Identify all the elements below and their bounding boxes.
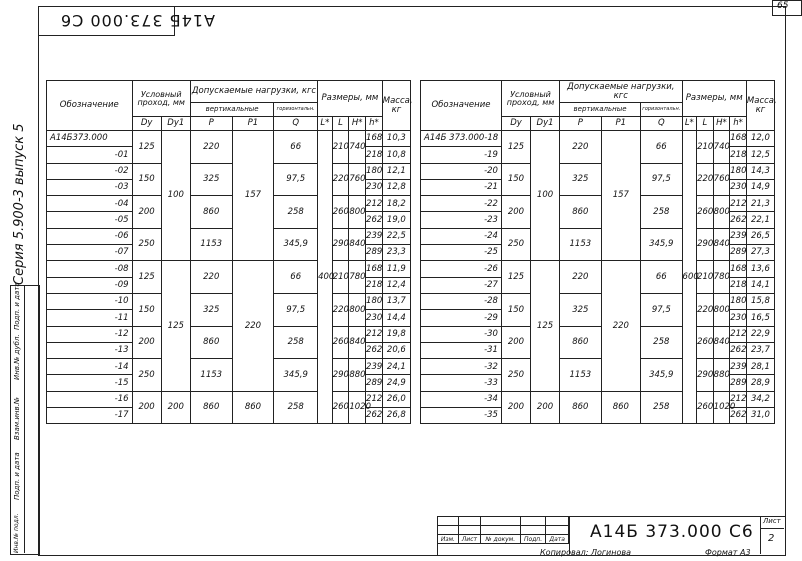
h-cell: 239 [730, 359, 747, 375]
l-cell: 260 [332, 391, 349, 424]
table-row [421, 131, 775, 147]
q-cell: 258 [641, 326, 683, 359]
left-table-body [47, 131, 411, 424]
hdr-vertical: вертикальные [190, 103, 273, 117]
page-number: 65 [777, 1, 789, 11]
left-spec-table [46, 80, 411, 424]
p-cell: 1153 [190, 359, 232, 392]
mass-cell: 14,3 [746, 163, 774, 179]
designation-cell: -27 [421, 277, 502, 293]
mass-cell: 13,7 [382, 293, 410, 309]
p-cell: 860 [190, 326, 232, 359]
mass-cell: 28,9 [746, 375, 774, 391]
H-cell: 880 [713, 359, 730, 392]
mass-cell: 11,9 [382, 261, 410, 277]
hdr-dy1: Dу1 [531, 117, 560, 131]
dy-cell: 150 [501, 163, 530, 196]
mass-cell: 10,8 [382, 147, 410, 163]
hdr-sizes: Размеры, мм [682, 81, 746, 117]
mass-cell: 14,9 [746, 179, 774, 195]
dy1-cell: 200 [161, 391, 190, 424]
table-row [47, 261, 411, 277]
hdr-lstar: L* [318, 117, 333, 131]
h-cell: 230 [366, 179, 383, 195]
mass-cell: 26,0 [382, 391, 410, 407]
dy1-cell: 100 [161, 131, 190, 261]
hdr-horizontal: горизонтальн. [641, 103, 683, 117]
h-cell: 262 [366, 408, 383, 424]
p1-cell: 220 [232, 261, 274, 391]
H-cell: 800 [713, 196, 730, 229]
series-text: Серия 5.900-3 выпуск 5 [12, 123, 27, 285]
l-cell: 210 [697, 131, 714, 164]
mass-cell: 27,3 [746, 245, 774, 261]
right-table-body [421, 131, 775, 424]
l-cell: 210 [697, 261, 714, 294]
designation-cell: А14Б 373.000-18 [421, 131, 502, 147]
table-row [421, 163, 775, 179]
designation-cell: -33 [421, 375, 502, 391]
mass-cell: 31,0 [746, 408, 774, 424]
mass-cell: 34,2 [746, 391, 774, 407]
q-cell: 258 [274, 196, 318, 229]
hdr-designation: Обозначение [421, 81, 502, 131]
table-row [47, 293, 411, 309]
dy-cell: 200 [132, 196, 161, 229]
dy-cell: 125 [501, 131, 530, 164]
mass-cell: 12,8 [382, 179, 410, 195]
H-cell: 1020 [713, 391, 730, 424]
designation-cell: -17 [47, 408, 133, 424]
p-cell: 220 [560, 261, 602, 294]
mass-cell: 26,8 [382, 408, 410, 424]
stamp-sheet-no: 2 [768, 533, 775, 544]
mass-cell: 24,1 [382, 359, 410, 375]
designation-cell: -25 [421, 245, 502, 261]
designation-cell: -10 [47, 293, 133, 309]
hdr-lstar: L* [682, 117, 697, 131]
h-cell: 168 [366, 261, 383, 277]
hdr-dn: Условный проход, мм [132, 81, 190, 117]
table-row [47, 163, 411, 179]
h-cell: 289 [730, 245, 747, 261]
dy-cell: 200 [501, 326, 530, 359]
stamp-format: Формат А3 [705, 548, 751, 557]
H-cell: 780 [713, 261, 730, 294]
hdr-mass: Масса, кг [746, 81, 774, 131]
q-cell: 66 [641, 131, 683, 164]
mass-cell: 14,1 [746, 277, 774, 293]
p-cell: 325 [560, 293, 602, 326]
designation-cell: -05 [47, 212, 133, 228]
stamp-sheet-label: Лист [763, 517, 781, 525]
dy-cell: 200 [132, 326, 161, 359]
q-cell: 66 [274, 131, 318, 164]
h-cell: 212 [730, 391, 747, 407]
l-cell: 260 [697, 391, 714, 424]
p-cell: 325 [190, 293, 232, 326]
p-cell: 1153 [560, 359, 602, 392]
h-cell: 168 [730, 131, 747, 147]
hdr-mass: Масса, кг [382, 81, 410, 131]
hdr-hsmall: h* [730, 117, 747, 131]
H-cell: 800 [349, 293, 366, 326]
designation-cell: -16 [47, 391, 133, 407]
h-cell: 212 [730, 196, 747, 212]
stamp-copied: Копировал: Логинова [540, 548, 631, 557]
h-cell: 218 [730, 147, 747, 163]
p1-cell: 157 [232, 131, 274, 261]
mass-cell: 14,4 [382, 310, 410, 326]
mass-cell: 12,1 [382, 163, 410, 179]
dy-cell: 250 [501, 359, 530, 392]
H-cell: 800 [713, 293, 730, 326]
designation-cell: -11 [47, 310, 133, 326]
hdr-p1: P1 [232, 117, 274, 131]
table-row [421, 326, 775, 342]
hdr-l: L [697, 117, 714, 131]
h-cell: 262 [366, 342, 383, 358]
h-cell: 212 [366, 391, 383, 407]
h-cell: 230 [366, 310, 383, 326]
designation-cell: -24 [421, 228, 502, 244]
h-cell: 262 [730, 408, 747, 424]
h-cell: 212 [366, 326, 383, 342]
mass-cell: 22,1 [746, 212, 774, 228]
hdr-loads: Допускаемые нагрузки, кгс [560, 81, 682, 103]
hdr-designation: Обозначение [47, 81, 133, 131]
H-cell: 780 [349, 261, 366, 294]
designation-cell: -20 [421, 163, 502, 179]
h-cell: 180 [730, 293, 747, 309]
stamp-col-izm: Изм. [438, 535, 459, 544]
p1-cell: 860 [601, 391, 640, 424]
l-cell: 220 [332, 163, 349, 196]
dy-cell: 125 [132, 261, 161, 294]
l-cell: 260 [332, 196, 349, 229]
table-row [421, 293, 775, 309]
H-cell: 840 [713, 228, 730, 261]
mass-cell: 16,5 [746, 310, 774, 326]
table-row [421, 196, 775, 212]
p-cell: 220 [560, 131, 602, 164]
designation-cell: -29 [421, 310, 502, 326]
H-cell: 840 [349, 326, 366, 359]
hdr-dy: Dу [501, 117, 530, 131]
designation-cell: -13 [47, 342, 133, 358]
q-cell: 258 [641, 391, 683, 424]
dy1-cell: 100 [531, 131, 560, 261]
mass-cell: 19,0 [382, 212, 410, 228]
p1-cell: 157 [601, 131, 640, 261]
table-row [421, 391, 775, 407]
q-cell: 345,9 [641, 228, 683, 261]
table-row [421, 359, 775, 375]
designation-cell: -06 [47, 228, 133, 244]
p-cell: 860 [560, 196, 602, 229]
l-cell: 210 [332, 261, 349, 294]
designation-cell: -08 [47, 261, 133, 277]
p-cell: 860 [190, 196, 232, 229]
hdr-dn: Условный проход, мм [501, 81, 559, 117]
h-cell: 212 [366, 196, 383, 212]
l-cell: 260 [332, 326, 349, 359]
designation-cell: -30 [421, 326, 502, 342]
p-cell: 860 [190, 391, 232, 424]
p-cell: 220 [190, 131, 232, 164]
h-cell: 239 [366, 359, 383, 375]
q-cell: 97,5 [641, 163, 683, 196]
p1-cell: 220 [601, 261, 640, 391]
mass-cell: 28,1 [746, 359, 774, 375]
l-cell: 290 [332, 359, 349, 392]
q-cell: 66 [641, 261, 683, 294]
p-cell: 325 [190, 163, 232, 196]
mass-cell: 20,6 [382, 342, 410, 358]
mass-cell: 15,8 [746, 293, 774, 309]
table-row [47, 326, 411, 342]
p1-cell: 860 [232, 391, 274, 424]
table-row [47, 228, 411, 244]
H-cell: 740 [349, 131, 366, 164]
dy-cell: 125 [501, 261, 530, 294]
hdr-p: P [560, 117, 602, 131]
dy-cell: 150 [501, 293, 530, 326]
p-cell: 1153 [560, 228, 602, 261]
q-cell: 345,9 [274, 228, 318, 261]
strip-label-2: Подп. и дата [13, 452, 21, 500]
mass-cell: 23,7 [746, 342, 774, 358]
stamp-col-date: Дата [546, 535, 569, 544]
hdr-hstar: H* [349, 117, 366, 131]
h-cell: 289 [366, 245, 383, 261]
q-cell: 97,5 [641, 293, 683, 326]
p-cell: 860 [560, 326, 602, 359]
h-cell: 180 [730, 163, 747, 179]
mass-cell: 12,0 [746, 131, 774, 147]
q-cell: 66 [274, 261, 318, 294]
stamp-code: А14Б 373.000 С6 [590, 522, 754, 542]
mass-cell: 21,3 [746, 196, 774, 212]
h-cell: 218 [366, 147, 383, 163]
hdr-p: P [190, 117, 232, 131]
h-cell: 168 [366, 131, 383, 147]
designation-cell: -32 [421, 359, 502, 375]
designation-cell: -19 [421, 147, 502, 163]
h-cell: 212 [730, 326, 747, 342]
hdr-dy: Dу [132, 117, 161, 131]
top-code-rotated: А14Б 373.000 С6 [60, 11, 215, 30]
dy-cell: 125 [132, 131, 161, 164]
mass-cell: 13,6 [746, 261, 774, 277]
table-row [47, 131, 411, 147]
designation-cell: -26 [421, 261, 502, 277]
designation-cell: -28 [421, 293, 502, 309]
designation-cell: -02 [47, 163, 133, 179]
designation-cell: А14Б373.000 [47, 131, 133, 147]
mass-cell: 23,3 [382, 245, 410, 261]
H-cell: 740 [713, 131, 730, 164]
mass-cell: 12,5 [746, 147, 774, 163]
h-cell: 230 [730, 179, 747, 195]
designation-cell: -04 [47, 196, 133, 212]
l-cell: 210 [332, 131, 349, 164]
p-cell: 325 [560, 163, 602, 196]
q-cell: 258 [274, 326, 318, 359]
dy-cell: 150 [132, 293, 161, 326]
dy1-cell: 125 [531, 261, 560, 391]
mass-cell: 22,9 [746, 326, 774, 342]
strip-label-5: Подп. и дата [13, 282, 21, 330]
hdr-p1: P1 [601, 117, 640, 131]
dy-cell: 250 [501, 228, 530, 261]
stamp-col-doc: № докум. [481, 535, 521, 544]
table-row [421, 228, 775, 244]
dy-cell: 250 [132, 359, 161, 392]
hdr-loads: Допускаемые нагрузки, кгс [190, 81, 317, 103]
mass-cell: 19,8 [382, 326, 410, 342]
designation-cell: -03 [47, 179, 133, 195]
h-cell: 218 [730, 277, 747, 293]
l-cell: 290 [332, 228, 349, 261]
l-cell: 290 [697, 228, 714, 261]
table-row [47, 359, 411, 375]
h-cell: 180 [366, 163, 383, 179]
table-row [47, 391, 411, 407]
hdr-vertical: вертикальные [560, 103, 641, 117]
mass-cell: 24,9 [382, 375, 410, 391]
l-cell: 260 [697, 326, 714, 359]
q-cell: 258 [274, 391, 318, 424]
designation-cell: -21 [421, 179, 502, 195]
designation-cell: -31 [421, 342, 502, 358]
mass-cell: 26,5 [746, 228, 774, 244]
dy1-cell: 125 [161, 261, 190, 391]
hdr-l: L [332, 117, 349, 131]
designation-cell: -22 [421, 196, 502, 212]
H-cell: 760 [349, 163, 366, 196]
h-cell: 180 [366, 293, 383, 309]
h-cell: 262 [730, 212, 747, 228]
mass-cell: 10,3 [382, 131, 410, 147]
h-cell: 239 [730, 228, 747, 244]
hdr-dy1: Dу1 [161, 117, 190, 131]
p-cell: 220 [190, 261, 232, 294]
H-cell: 1020 [349, 391, 366, 424]
designation-cell: -01 [47, 147, 133, 163]
dy-cell: 150 [132, 163, 161, 196]
q-cell: 97,5 [274, 163, 318, 196]
designation-cell: -15 [47, 375, 133, 391]
q-cell: 258 [641, 196, 683, 229]
h-cell: 289 [730, 375, 747, 391]
strip-label-3: Взам.инв.№ [13, 396, 21, 440]
lstar-cell: 600 [682, 131, 697, 424]
H-cell: 880 [349, 359, 366, 392]
hdr-q: Q [274, 117, 318, 131]
h-cell: 239 [366, 228, 383, 244]
stamp-grid [437, 516, 569, 544]
dy-cell: 250 [132, 228, 161, 261]
designation-cell: -07 [47, 245, 133, 261]
H-cell: 840 [713, 326, 730, 359]
H-cell: 800 [349, 196, 366, 229]
dy-cell: 200 [501, 196, 530, 229]
hdr-q: Q [641, 117, 683, 131]
designation-cell: -23 [421, 212, 502, 228]
mass-cell: 18,2 [382, 196, 410, 212]
p-cell: 860 [560, 391, 602, 424]
table-row [47, 196, 411, 212]
designation-cell: -14 [47, 359, 133, 375]
designation-cell: -35 [421, 408, 502, 424]
table-row [421, 261, 775, 277]
designation-cell: -09 [47, 277, 133, 293]
hdr-sizes: Размеры, мм [318, 81, 383, 117]
h-cell: 168 [730, 261, 747, 277]
l-cell: 220 [697, 163, 714, 196]
h-cell: 230 [730, 310, 747, 326]
l-cell: 290 [697, 359, 714, 392]
p-cell: 1153 [190, 228, 232, 261]
right-spec-table [420, 80, 775, 424]
l-cell: 220 [332, 293, 349, 326]
H-cell: 760 [713, 163, 730, 196]
dy-cell: 200 [132, 391, 161, 424]
strip-label-1: Инв.№ подл. [13, 513, 20, 553]
q-cell: 97,5 [274, 293, 318, 326]
mass-cell: 22,5 [382, 228, 410, 244]
stamp-col-sign: Подп. [520, 535, 546, 544]
dy1-cell: 200 [531, 391, 560, 424]
lstar-cell: 400 [318, 131, 333, 424]
l-cell: 260 [697, 196, 714, 229]
q-cell: 345,9 [641, 359, 683, 392]
h-cell: 289 [366, 375, 383, 391]
hdr-horizontal: горизонтальн. [274, 103, 318, 117]
h-cell: 262 [730, 342, 747, 358]
hdr-hsmall: h* [366, 117, 383, 131]
q-cell: 345,9 [274, 359, 318, 392]
h-cell: 218 [366, 277, 383, 293]
mass-cell: 12,4 [382, 277, 410, 293]
designation-cell: -34 [421, 391, 502, 407]
h-cell: 262 [366, 212, 383, 228]
stamp-col-list: Лист [458, 535, 480, 544]
hdr-hstar: H* [713, 117, 730, 131]
l-cell: 220 [697, 293, 714, 326]
dy-cell: 200 [501, 391, 530, 424]
H-cell: 840 [349, 228, 366, 261]
designation-cell: -12 [47, 326, 133, 342]
strip-label-4: Инв.№ дубл. [13, 334, 21, 380]
